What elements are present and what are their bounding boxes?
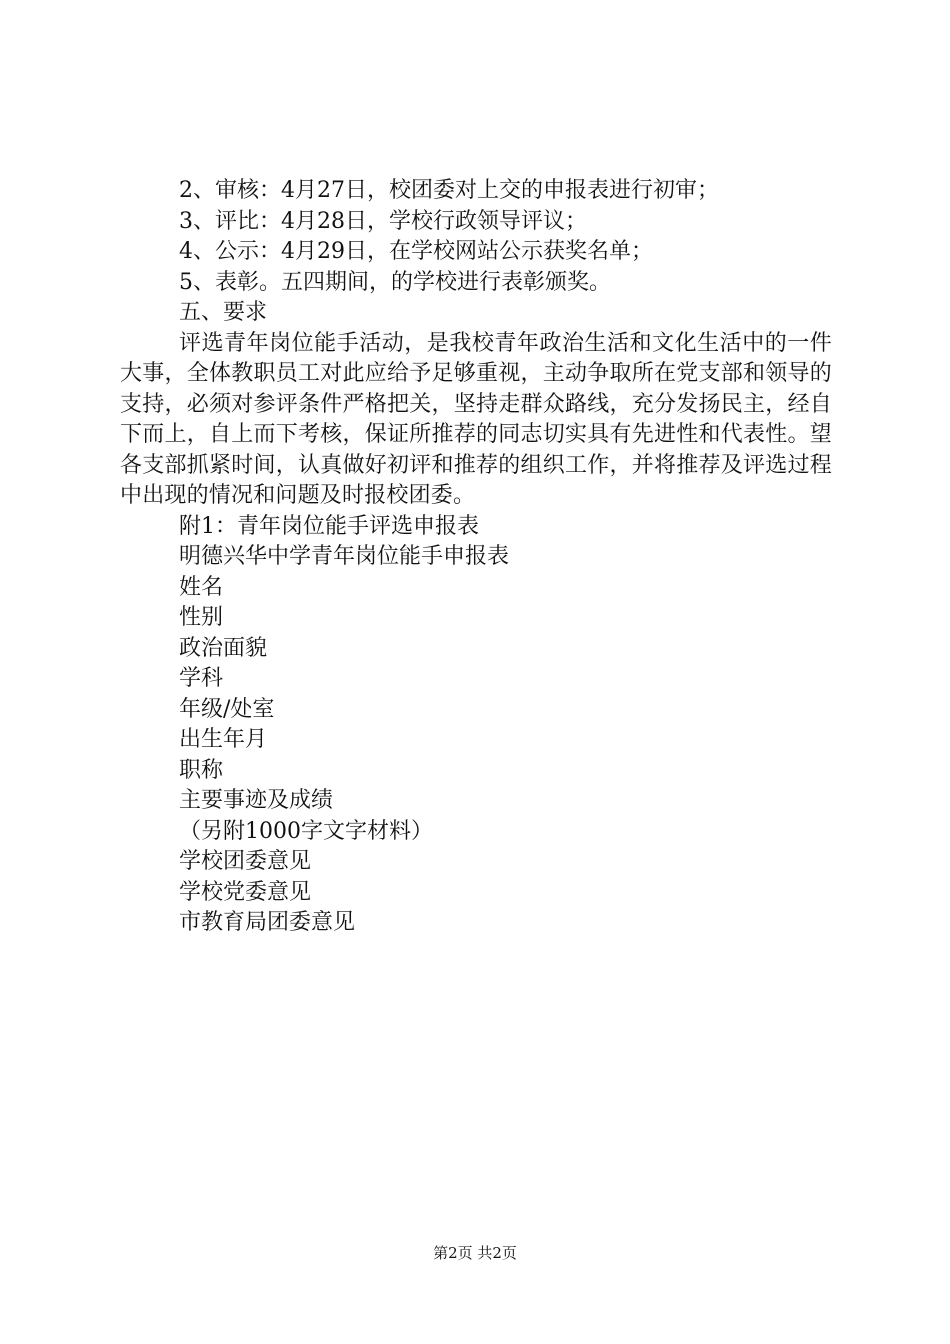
form-field-bureau-opinion: 市教育局团委意见 [179,910,356,935]
document-body [120,176,832,939]
form-field-achievements-note: （另附1000字文字材料） [179,818,433,844]
form-field-party-opinion: 学校党委意见 [179,879,312,905]
step-evaluation: 3、评比：4月28日，学校行政领导评议； [179,208,587,234]
form-field-league-opinion: 学校团委意见 [179,849,312,874]
form-field-achievements: 主要事迹及成绩 [179,788,334,813]
form-field-name: 姓名 [179,574,224,600]
form-field-title: 职称 [179,757,224,783]
requirements-paragraph: 评选青年岗位能手活动，是我校青年政治生活和文化生活中的一件大事，全体教职员工对此应给予足够重视，主动争取所在党支部和领导的支持，必须对参评条件严格把关，坚持走群众路线，充分发扬民主，经自下而上，自上而下考核，保证所推荐的同志切实具有先进性和代表性。望各支部抓紧时间，认真做好初评和推荐的组织工作，并将推荐及评选过程中出现的情况和问题及时报校团委。 [120,330,832,508]
page-number-label: 第2页 共2页 [433,1244,517,1262]
form-field-subject: 学科 [179,666,224,691]
attachment-label: 附1：青年岗位能手评选申报表 [179,513,479,539]
form-title: 明德兴华中学青年岗位能手申报表 [179,544,510,569]
form-field-birth-date: 出生年月 [179,727,268,752]
step-commendation: 5、表彰。五四期间，的学校进行表彰颁奖。 [179,269,611,295]
section-heading-requirements: 五、要求 [179,300,268,325]
step-publicity: 4、公示：4月29日，在学校网站公示获奖名单； [179,239,653,264]
form-field-grade-office: 年级/处室 [179,696,275,722]
form-field-political-status: 政治面貌 [179,635,268,661]
page-footer [0,1243,950,1263]
step-review: 2、审核：4月27日，校团委对上交的申报表进行初审； [179,178,719,203]
form-field-gender: 性别 [179,605,224,630]
